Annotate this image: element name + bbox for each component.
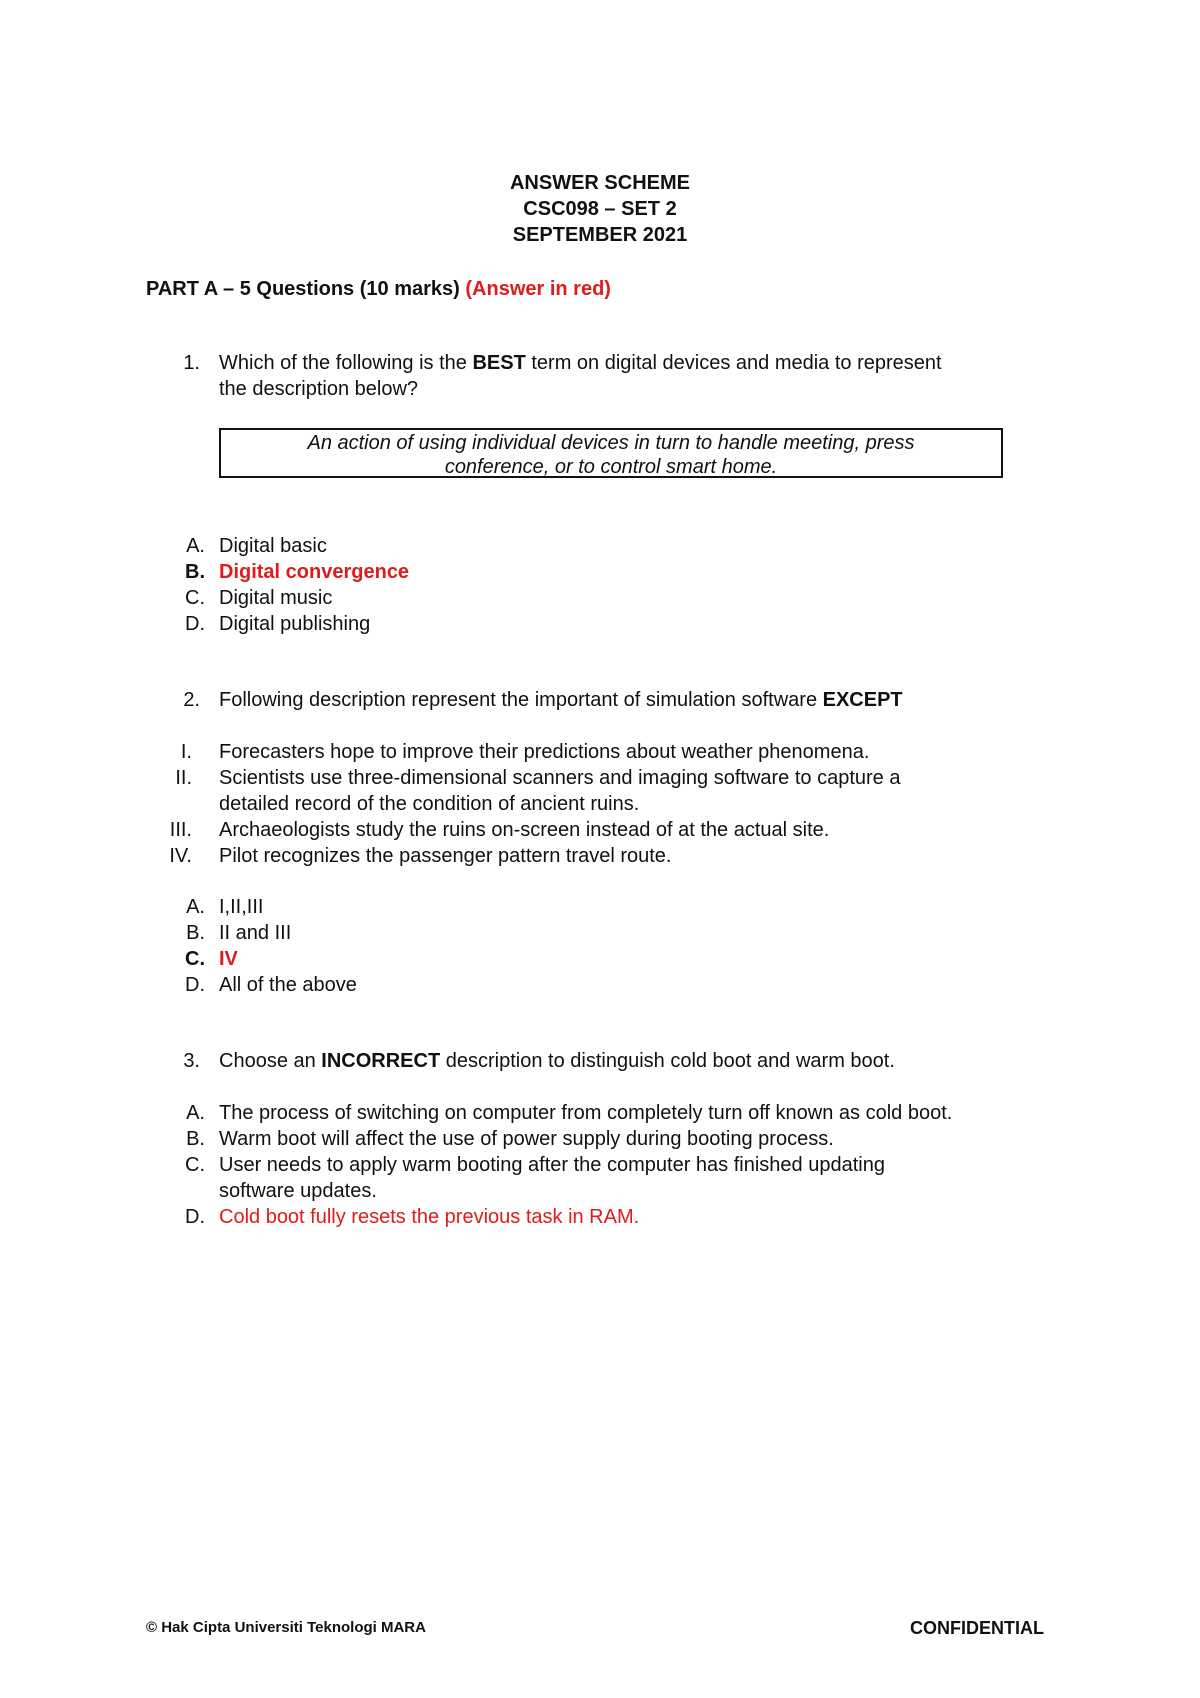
- q1-option-b-answer: Digital convergence: [219, 561, 410, 583]
- copyright-footer: © Hak Cipta Universiti Teknologi MARA: [146, 1619, 426, 1636]
- q2-text-before: Following description represent the important of simulation software: [219, 689, 823, 711]
- q1-option-b-letter: B.: [185, 561, 205, 583]
- q1-option-c: Digital music: [219, 587, 333, 609]
- q2-text: [219, 687, 903, 713]
- q2-statement-3: Archaeologists study the ruins on-screen instead of at the actual site.: [219, 819, 830, 841]
- q3-option-a-letter: A.: [186, 1102, 205, 1124]
- q2-roman-2: II.: [175, 767, 192, 789]
- q3-option-a: The process of switching on computer from completely turn off known as cold boot.: [219, 1102, 953, 1124]
- q3-option-b: Warm boot will affect the use of power supply during booting process.: [219, 1128, 834, 1150]
- q1-box-line1: An action of using individual devices in turn to handle meeting, press: [307, 432, 915, 454]
- q1-box-line2: conference, or to control smart home.: [444, 456, 778, 478]
- q2-statement-2: Scientists use three-dimensional scanners and imaging software to capture a: [219, 767, 901, 789]
- q2-statement-4: Pilot recognizes the passenger pattern travel route.: [219, 845, 672, 867]
- q3-option-c: User needs to apply warm booting after the computer has finished updating: [219, 1154, 885, 1176]
- q2-option-b: II and III: [219, 922, 292, 944]
- q1-option-d-letter: D.: [185, 613, 205, 635]
- q1-description-box: [219, 428, 1003, 478]
- q3-number: 3.: [183, 1050, 200, 1072]
- part-heading: [146, 276, 611, 302]
- q2-option-c-answer: IV: [219, 948, 238, 970]
- q1-text-line2: the description below?: [219, 378, 419, 400]
- q3-option-c-line2: software updates.: [219, 1180, 377, 1202]
- q1-text: [219, 350, 942, 376]
- part-title: PART A – 5 Questions (10 marks): [146, 278, 460, 300]
- q3-option-d-letter: D.: [185, 1206, 205, 1228]
- confidential-label: CONFIDENTIAL: [910, 1618, 1044, 1638]
- q2-roman-4: IV.: [169, 845, 192, 867]
- q1-bold: BEST: [472, 352, 526, 374]
- q1-number: 1.: [183, 352, 200, 374]
- q3-text: [219, 1048, 895, 1074]
- answer-note: (Answer in red): [465, 278, 611, 300]
- q2-roman-3: III.: [169, 819, 192, 841]
- exam-date: SEPTEMBER 2021: [512, 224, 688, 246]
- q3-option-c-letter: C.: [185, 1154, 205, 1176]
- q2-statement-1: Forecasters hope to improve their predictions about weather phenomena.: [219, 741, 870, 763]
- q2-option-a-letter: A.: [186, 896, 205, 918]
- q3-option-d-answer: Cold boot fully resets the previous task in RAM.: [219, 1206, 640, 1228]
- q1-option-a: Digital basic: [219, 535, 327, 557]
- q2-option-d: All of the above: [219, 974, 357, 996]
- q1-text-before: Which of the following is the: [219, 352, 473, 374]
- q1-option-c-letter: C.: [185, 587, 205, 609]
- q3-text-before: Choose an: [219, 1050, 322, 1072]
- q3-text-after: description to distinguish cold boot and warm boot.: [440, 1050, 895, 1072]
- q3-bold: INCORRECT: [321, 1050, 441, 1072]
- q2-option-a: I,II,III: [219, 896, 264, 918]
- q2-option-d-letter: D.: [185, 974, 205, 996]
- q2-statement-2-line2: detailed record of the condition of ancient ruins.: [219, 793, 640, 815]
- q2-option-c-letter: C.: [185, 948, 205, 970]
- q2-roman-1: I.: [180, 741, 192, 763]
- q3-option-b-letter: B.: [186, 1128, 205, 1150]
- q1-option-a-letter: A.: [186, 535, 205, 557]
- q2-option-b-letter: B.: [186, 922, 205, 944]
- course-code: CSC098 – SET 2: [523, 198, 677, 220]
- q1-option-d: Digital publishing: [219, 613, 371, 635]
- q1-text-after: term on digital devices and media to represent: [525, 352, 942, 374]
- q2-number: 2.: [183, 689, 200, 711]
- doc-title: ANSWER SCHEME: [509, 172, 690, 194]
- q2-bold: EXCEPT: [822, 689, 903, 711]
